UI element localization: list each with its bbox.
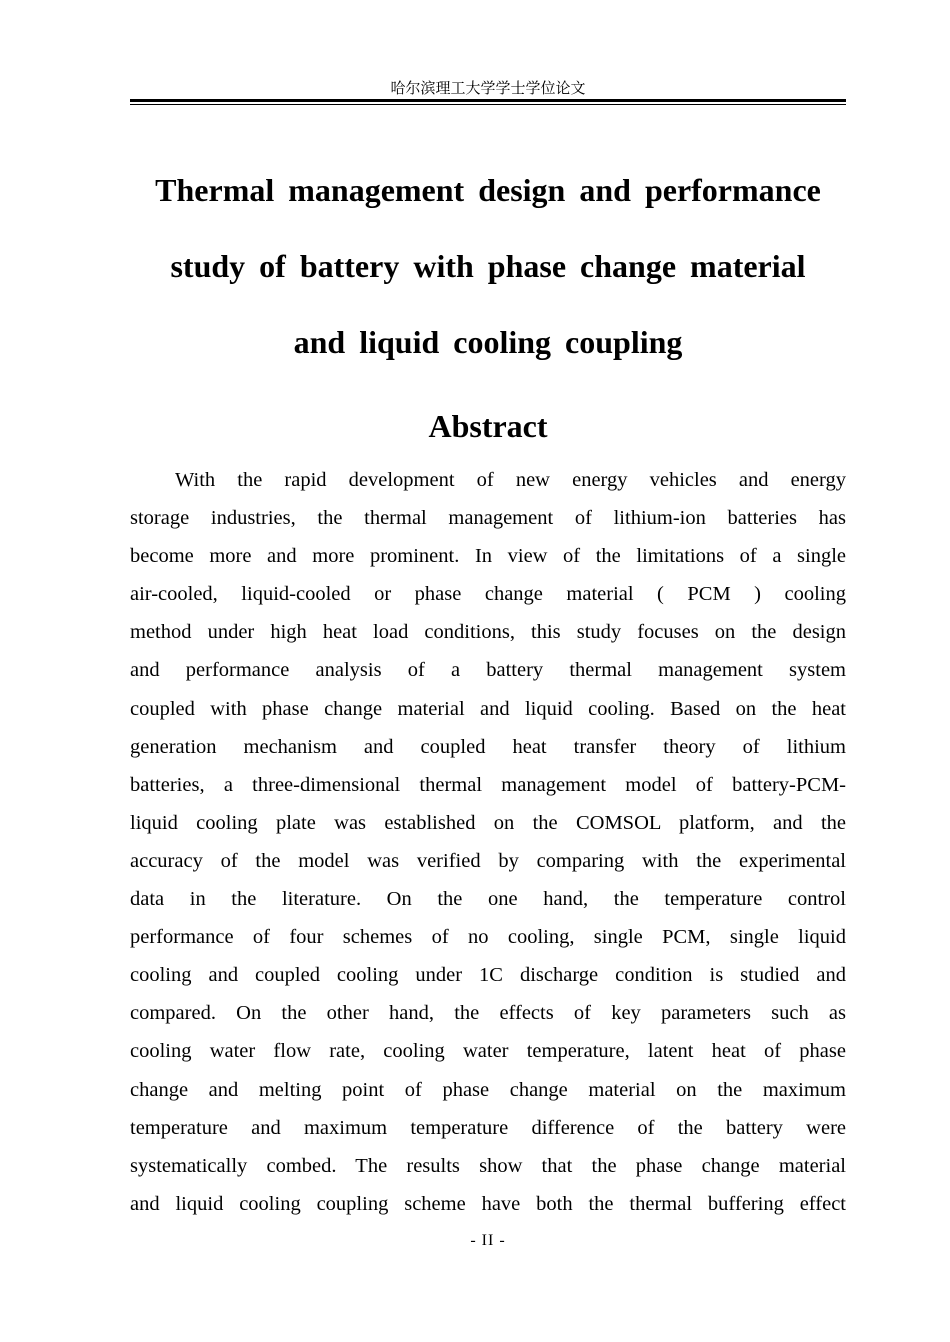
- title-line: Thermal management design and performance: [155, 172, 821, 208]
- header-title: 哈尔滨理工大学学士学位论文: [390, 79, 586, 97]
- title-line: study of battery with phase change material: [170, 248, 806, 284]
- header-rule-thin: [130, 104, 846, 105]
- abstract-line: systematically combed. The results show that the phase change material: [130, 1154, 846, 1177]
- abstract-line: cooling and coupled cooling under 1C discharge condition is studied and: [130, 964, 846, 987]
- abstract-line: and liquid cooling coupling scheme have both the thermal buffering effect: [130, 1192, 846, 1215]
- abstract-line: air-cooled, liquid-cooled or phase change material ( PCM ) cooling: [130, 583, 846, 606]
- abstract-line: liquid cooling plate was established on the COMSOL platform, and the: [130, 811, 846, 834]
- abstract-line: method under high heat load conditions, this study focuses on the design: [130, 621, 846, 644]
- abstract-line: With the rapid development of new energy vehicles and energy: [175, 469, 846, 491]
- abstract-heading: Abstract: [428, 408, 548, 444]
- abstract-line: change and melting point of phase change material on the maximum: [130, 1078, 846, 1101]
- header-rule-thick: [130, 99, 846, 102]
- abstract-line: temperature and maximum temperature difference of the battery were: [130, 1116, 846, 1139]
- thesis-title: [130, 152, 846, 380]
- title-line: and liquid cooling coupling: [293, 324, 683, 360]
- abstract-body: [130, 461, 846, 1223]
- abstract-line: batteries, a three-dimensional thermal management model of battery-PCM-: [130, 773, 846, 796]
- abstract-line: storage industries, the thermal management of lithium-ion batteries has: [130, 507, 846, 530]
- abstract-line: and performance analysis of a battery thermal management system: [130, 659, 846, 682]
- page-number: - II -: [470, 1232, 506, 1249]
- abstract-line: compared. On the other hand, the effects of key parameters such as: [130, 1002, 846, 1025]
- abstract-line: performance of four schemes of no cooling, single PCM, single liquid: [130, 926, 846, 949]
- abstract-line: coupled with phase change material and liquid cooling. Based on the heat: [130, 697, 846, 720]
- abstract-line: cooling water flow rate, cooling water temperature, latent heat of phase: [130, 1040, 846, 1063]
- abstract-line: data in the literature. On the one hand, the temperature control: [130, 888, 846, 911]
- abstract-line: accuracy of the model was verified by comparing with the experimental: [130, 849, 846, 872]
- abstract-line: become more and more prominent. In view of the limitations of a single: [130, 545, 846, 568]
- abstract-line: generation mechanism and coupled heat transfer theory of lithium: [130, 735, 846, 758]
